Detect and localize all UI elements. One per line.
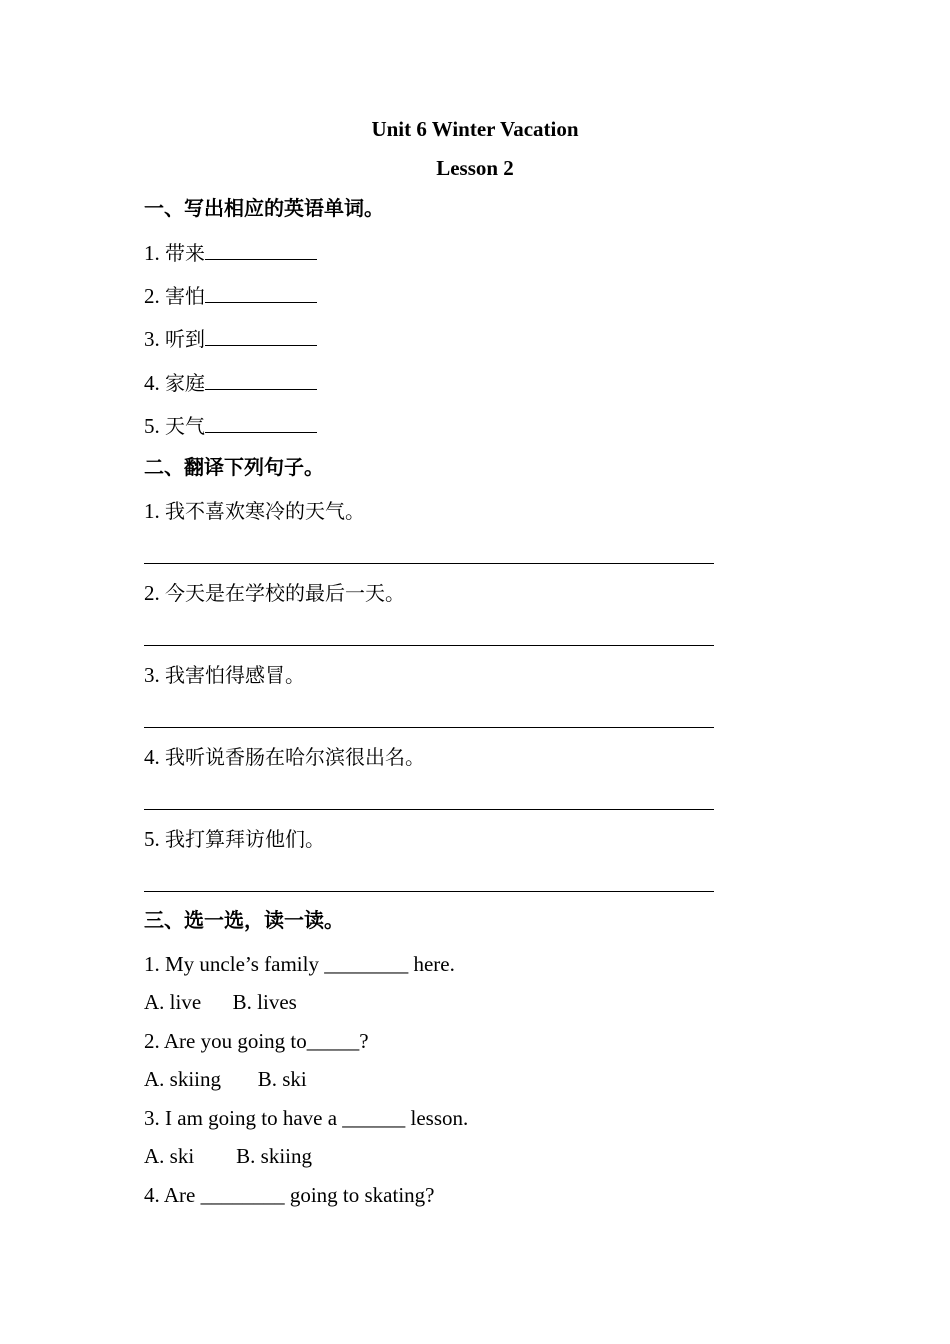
item-number: 3. <box>144 663 160 687</box>
choice-options-2: A. skiing B. ski <box>144 1067 307 1091</box>
item-number: 2. <box>144 284 160 308</box>
answer-line-2[interactable] <box>144 645 714 646</box>
translate-item-5 <box>144 827 325 851</box>
choice-options-3: A. ski B. skiing <box>144 1144 313 1168</box>
choice-question-3: 3. I am going to have a ______ lesson. <box>144 1106 469 1130</box>
word-item-3 <box>144 325 317 351</box>
item-number: 4. <box>144 745 160 769</box>
answer-blank[interactable] <box>205 282 317 303</box>
choice-question-4: 4. Are ________ going to skating? <box>144 1183 435 1207</box>
word-item-5 <box>144 412 317 438</box>
sentence-prompt: 我害怕得感冒。 <box>165 663 305 687</box>
item-number: 1. <box>144 499 160 523</box>
answer-blank[interactable] <box>205 239 317 260</box>
answer-blank[interactable] <box>205 325 317 346</box>
answer-line-1[interactable] <box>144 563 714 564</box>
answer-blank[interactable] <box>205 369 317 390</box>
word-item-4 <box>144 369 317 395</box>
choice-options-1: A. live B. lives <box>144 990 297 1014</box>
section3-heading: 三、选一选，读一读。 <box>144 908 344 932</box>
item-number: 2. <box>144 581 160 605</box>
item-number: 3. <box>144 327 160 351</box>
sentence-prompt: 今天是在学校的最后一天。 <box>165 581 405 605</box>
item-number: 5. <box>144 827 160 851</box>
item-number: 4. <box>144 371 160 395</box>
word-item-1 <box>144 239 317 265</box>
word-prompt: 家庭 <box>165 371 205 395</box>
lesson-subtitle: Lesson 2 <box>436 156 514 180</box>
choice-question-1: 1. My uncle’s family ________ here. <box>144 952 455 976</box>
word-prompt: 天气 <box>165 414 205 438</box>
answer-blank[interactable] <box>205 412 317 433</box>
item-number: 5. <box>144 414 160 438</box>
word-prompt: 听到 <box>165 327 205 351</box>
item-number: 1. <box>144 241 160 265</box>
answer-line-4[interactable] <box>144 809 714 810</box>
translate-item-4 <box>144 745 425 769</box>
word-prompt: 害怕 <box>165 284 205 308</box>
choice-question-2: 2. Are you going to_____? <box>144 1029 369 1053</box>
word-item-2 <box>144 282 317 308</box>
sentence-prompt: 我听说香肠在哈尔滨很出名。 <box>165 745 425 769</box>
page-title: Unit 6 Winter Vacation <box>371 117 579 141</box>
translate-item-2 <box>144 581 405 605</box>
translate-item-3 <box>144 663 305 687</box>
sentence-prompt: 我打算拜访他们。 <box>165 827 325 851</box>
translate-item-1 <box>144 499 365 523</box>
word-prompt: 带来 <box>165 241 205 265</box>
answer-line-5[interactable] <box>144 891 714 892</box>
section1-heading: 一、写出相应的英语单词。 <box>144 196 384 220</box>
section2-heading: 二、翻译下列句子。 <box>144 455 324 479</box>
answer-line-3[interactable] <box>144 727 714 728</box>
sentence-prompt: 我不喜欢寒冷的天气。 <box>165 499 365 523</box>
